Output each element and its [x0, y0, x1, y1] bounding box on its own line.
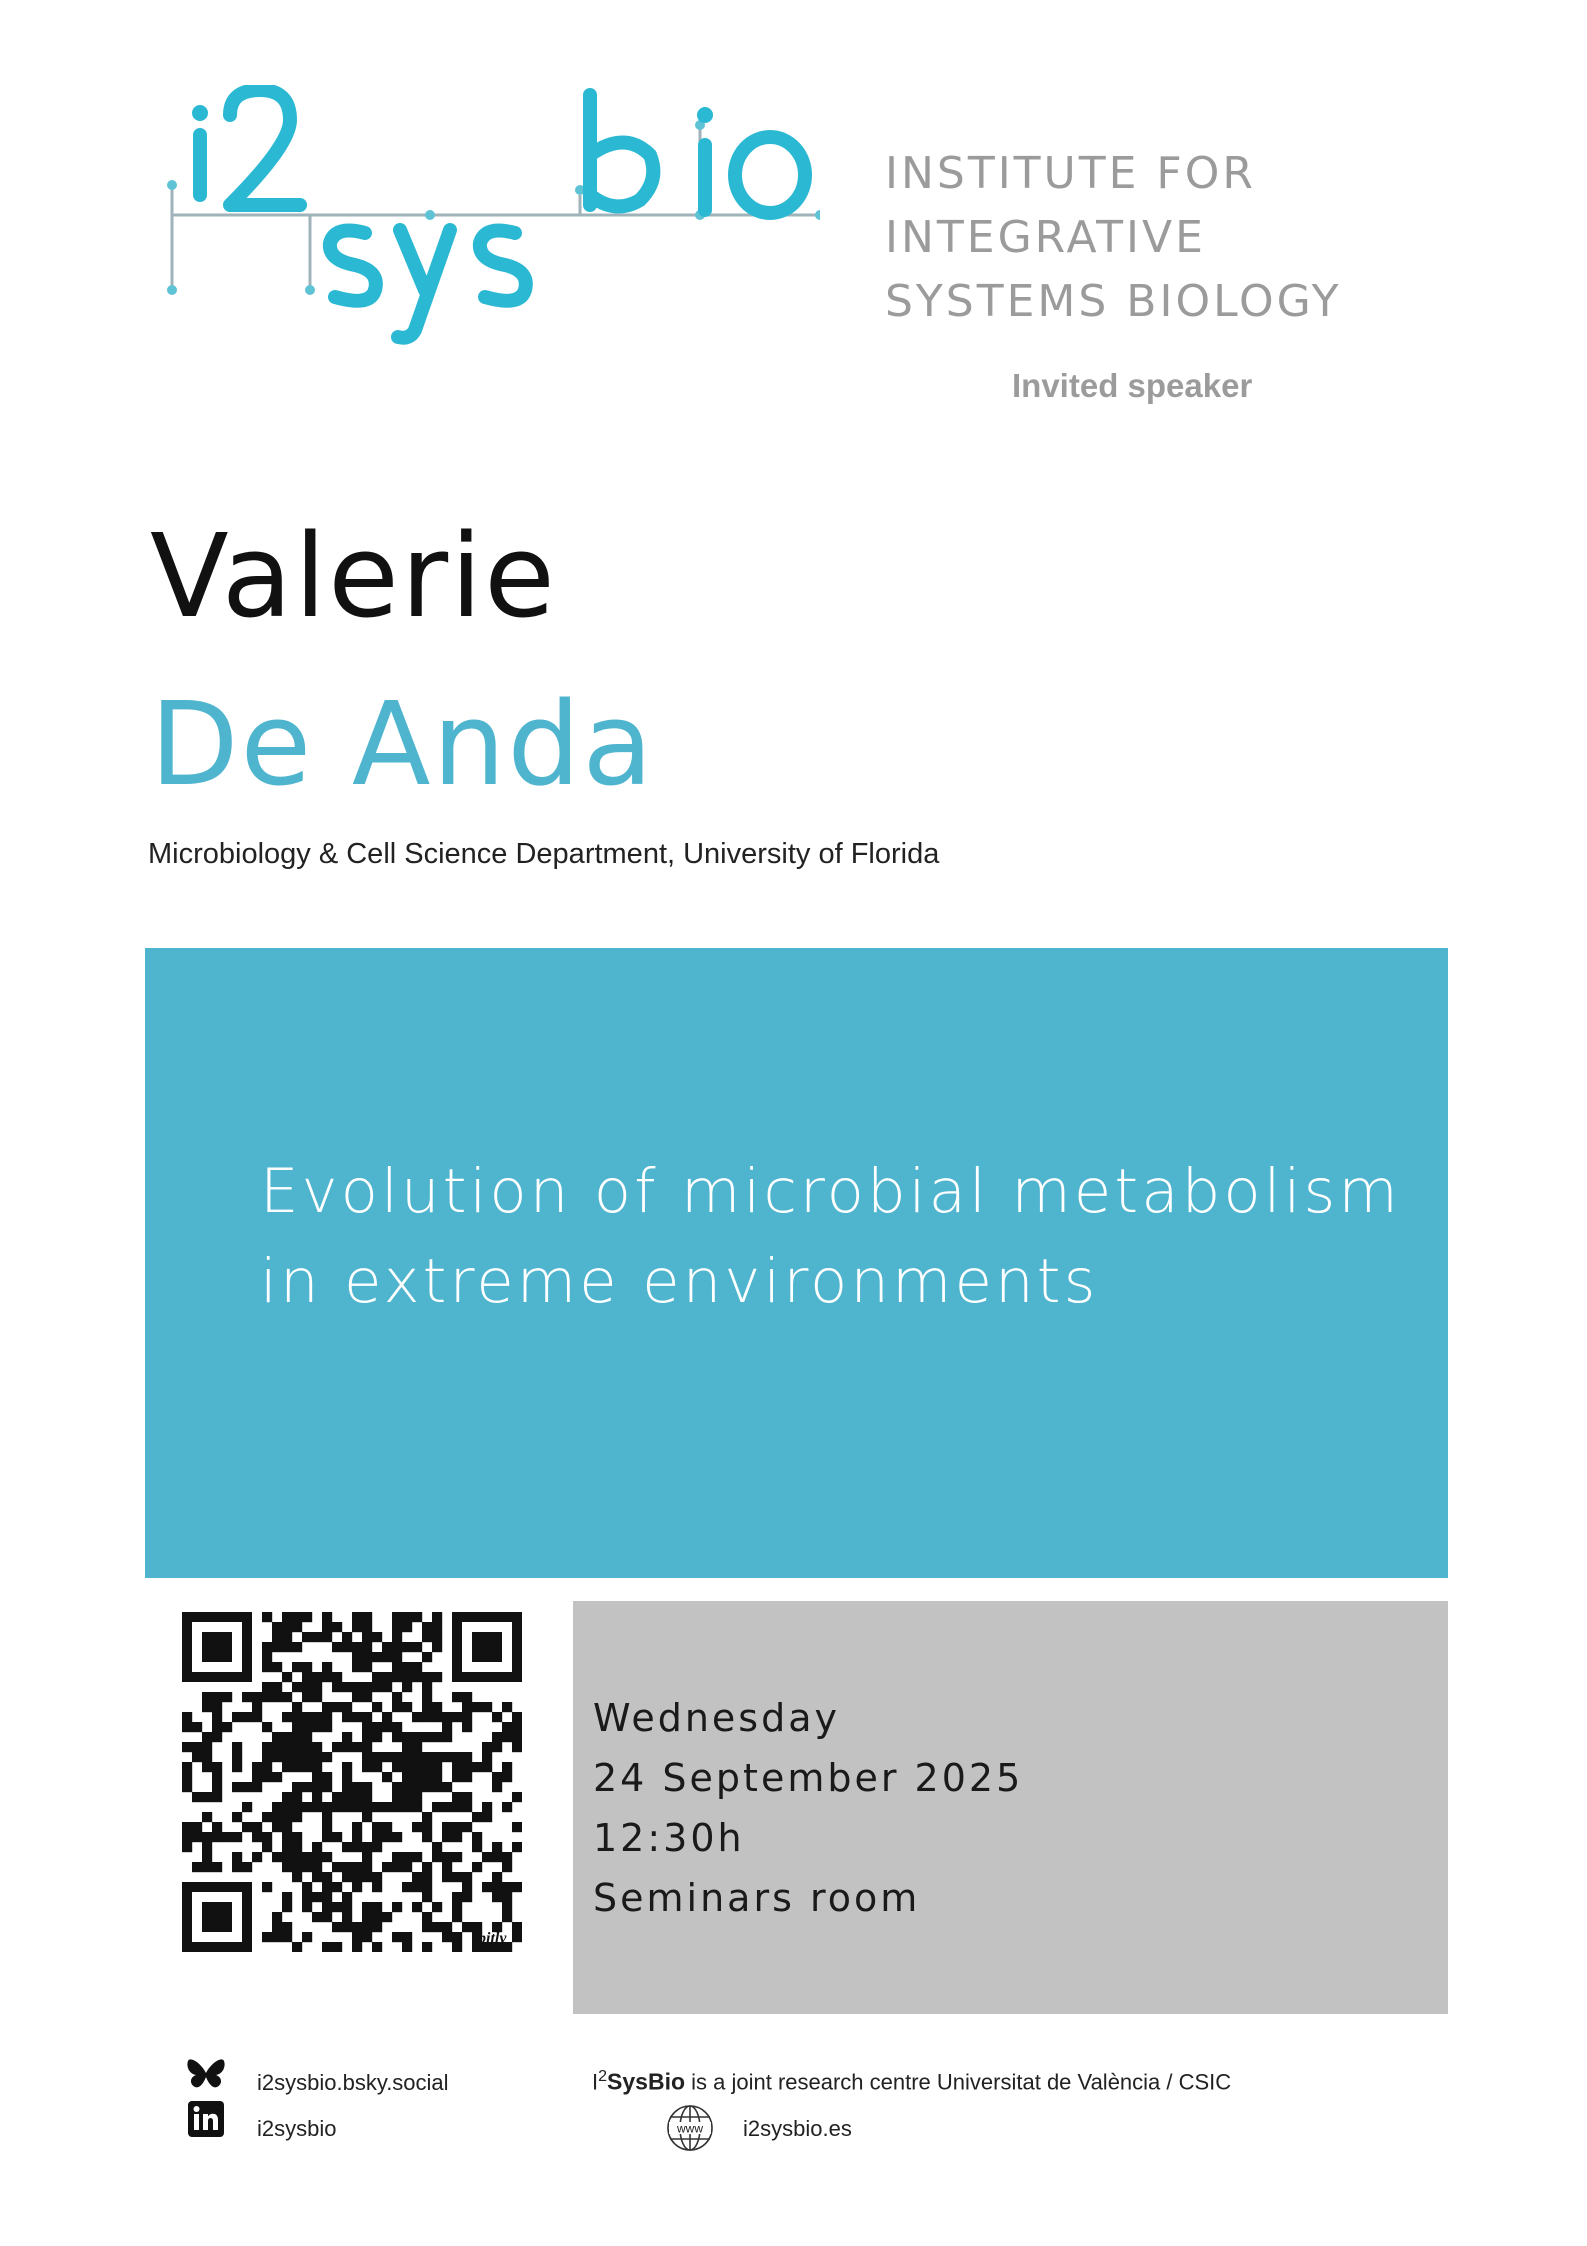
website-link[interactable]: i2sysbio.es [743, 2116, 852, 2141]
institute-line-2: INTEGRATIVE [885, 212, 1206, 263]
joint-sup: 2 [598, 2068, 608, 2085]
i2sysbio-logo [160, 85, 820, 355]
joint-text: is a joint research centre Universitat de València / CSIC [685, 2069, 1232, 2095]
invited-speaker-tag: Invited speaker [1012, 367, 1253, 404]
linkedin-glyph [188, 2101, 224, 2137]
talk-title-line-1: Evolution of microbial metabolism [260, 1156, 1401, 1227]
joint-centre-statement [592, 2068, 1231, 2095]
speaker-affiliation: Microbiology & Cell Science Department, University of Florida [148, 838, 940, 870]
joint-prefix: I [592, 2069, 599, 2095]
event-details-box [573, 1601, 1448, 2014]
qr-label: bitly [478, 1930, 507, 1947]
qr-code[interactable] [182, 1612, 522, 1952]
talk-title-line-2: in extreme environments [260, 1246, 1099, 1317]
institute-line-3: SYSTEMS BIOLOGY [885, 276, 1342, 327]
speaker-last-name: De Anda [150, 678, 655, 812]
event-date: 24 September 2025 [593, 1756, 1024, 1800]
event-room: Seminars room [593, 1876, 921, 1920]
institute-line-1: INSTITUTE FOR [885, 148, 1256, 199]
globe-www-icon[interactable] [665, 2103, 715, 2153]
talk-title-box [145, 948, 1448, 1578]
linkedin-handle[interactable]: i2sysbio [257, 2116, 337, 2141]
bluesky-handle[interactable]: i2sysbio.bsky.social [257, 2070, 449, 2095]
speaker-first-name: Valerie [150, 510, 557, 644]
svg-text:www: www [677, 2121, 703, 2136]
event-time: 12:30h [593, 1816, 745, 1860]
joint-brand: SysBio [607, 2068, 686, 2095]
event-day: Wednesday [593, 1696, 841, 1740]
linkedin-icon[interactable] [188, 2101, 224, 2137]
bluesky-butterfly-icon[interactable] [186, 2058, 226, 2092]
